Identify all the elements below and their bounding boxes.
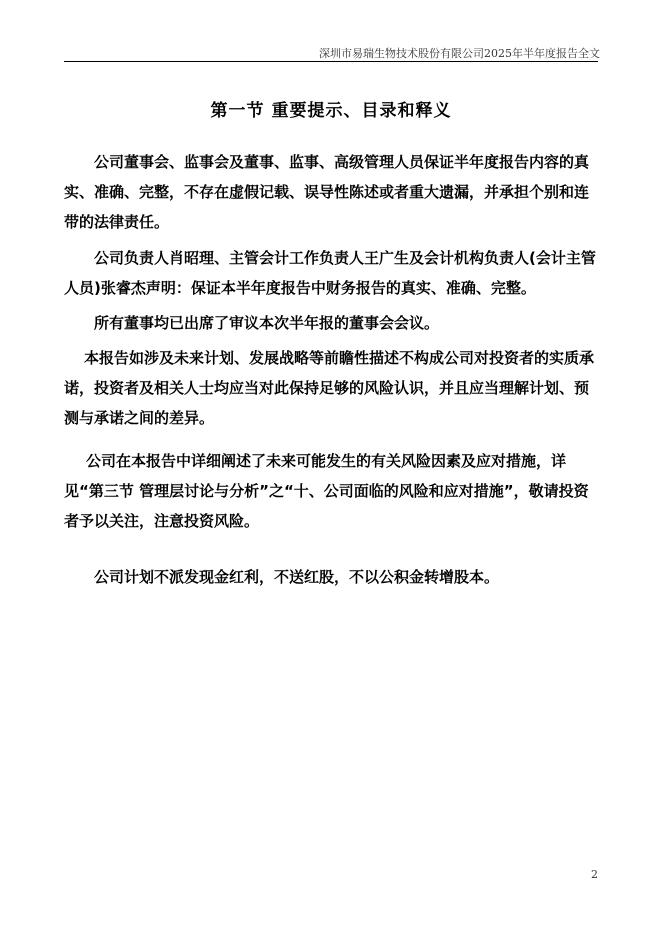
- header-divider: [64, 61, 598, 62]
- page-number: 2: [591, 868, 598, 881]
- paragraph-dividend-plan: 公司计划不派发现金红利，不送红股，不以公积金转增股本。: [94, 568, 500, 586]
- running-header: 深圳市易瑞生物技术股份有限公司2025年半年度报告全文: [319, 47, 600, 60]
- section-title: 第一节 重要提示、目录和释义: [210, 101, 452, 121]
- paragraph-responsible-persons-statement: 公司负责人肖昭理、主管会计工作负责人王广生及会计机构负责人(会计主管人员)张睿杰声明：保证本半年度报告中财务报告的真实、准确、完整。: [64, 249, 596, 297]
- paragraph-director-attendance: 所有董事均已出席了审议本次半年报的董事会会议。: [94, 314, 440, 332]
- paragraph-forward-looking-disclaimer: 本报告如涉及未来计划、发展战略等前瞻性描述不构成公司对投资者的实质承诺，投资者及相关人士均应当对此保持足够的风险认识，并且应当理解计划、预测与承诺之间的差异。: [64, 349, 595, 427]
- paragraph-risk-factors: 公司在本报告中详细阐述了未来可能发生的有关风险因素及应对措施，详见“第三节 管理层讨论与分析”之“十、公司面临的风险和应对措施”，敬请投资者予以关注，注意投资风险。: [64, 452, 589, 530]
- paragraph-board-guarantee: 公司董事会、监事会及董事、监事、高级管理人员保证半年度报告内容的真实、准确、完整，不存在虚假记载、误导性陈述或者重大遗漏，并承担个别和连带的法律责任。: [64, 153, 590, 231]
